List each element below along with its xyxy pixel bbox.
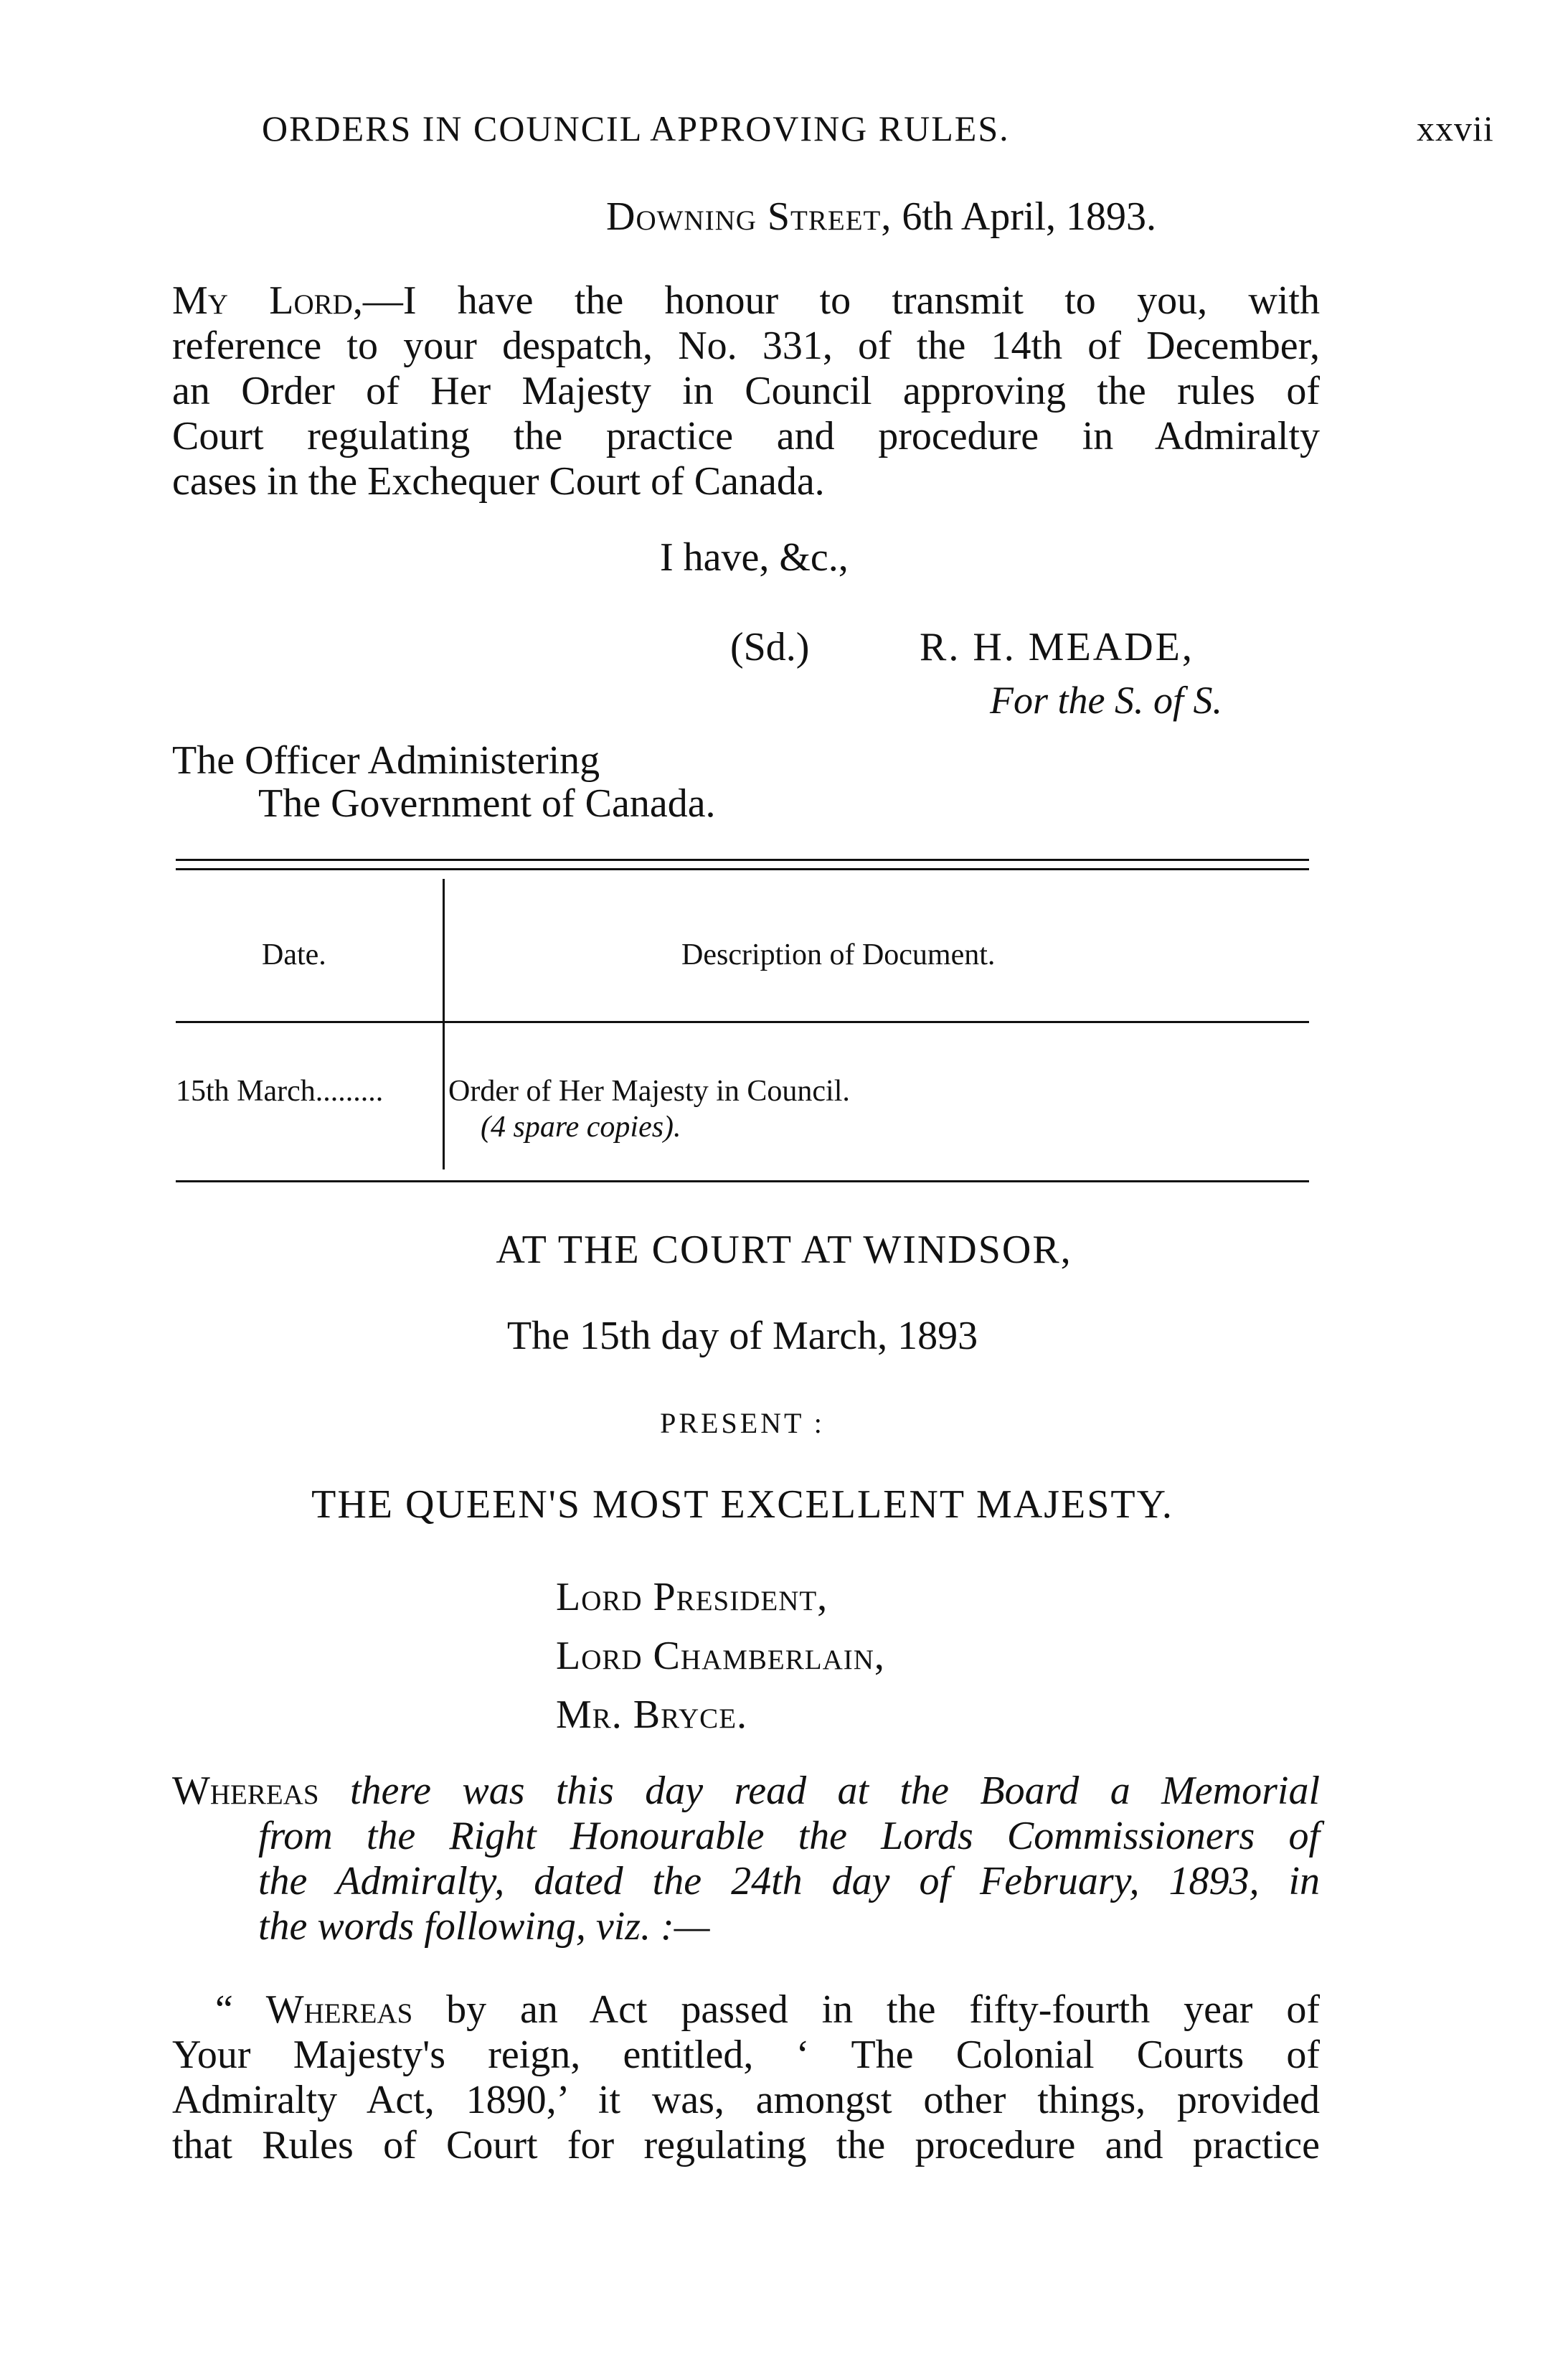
whereas-line-2: from the Right Honourable the Lords Commissioners of bbox=[258, 1814, 1320, 1858]
member-1: Lord President, bbox=[556, 1575, 828, 1619]
letter-line-5: cases in the Exchequer Court of Canada. bbox=[172, 459, 825, 504]
table-bottom-rule bbox=[176, 1180, 1309, 1182]
page-number: xxvii bbox=[1417, 108, 1494, 149]
signer-title: For the S. of S. bbox=[990, 679, 1222, 722]
letter-line-2: reference to your despatch, No. 331, of the 14th of December, bbox=[172, 324, 1320, 368]
memorial-line-3: Admiralty Act, 1890,’ it was, amongst other things, provided bbox=[172, 2078, 1320, 2122]
table-header-description: Description of Document. bbox=[681, 938, 996, 971]
letter-dateline bbox=[606, 194, 1156, 240]
letter-closing: I have, &c., bbox=[660, 535, 849, 580]
table-cell-date: 15th March......... bbox=[176, 1075, 384, 1108]
addressee-line-2: The Government of Canada. bbox=[258, 781, 716, 826]
dateline-date: 6th April, 1893. bbox=[902, 194, 1157, 239]
present-label: PRESENT : bbox=[660, 1407, 825, 1439]
memorial-line-1 bbox=[172, 1987, 1320, 2033]
letter-line-4: Court regulating the practice and procedure in Admiralty bbox=[172, 414, 1320, 458]
letter-body bbox=[172, 278, 1320, 504]
memorial-paragraph bbox=[172, 1987, 1320, 2168]
member-2: Lord Chamberlain, bbox=[556, 1634, 885, 1678]
table-column-divider bbox=[443, 879, 445, 1169]
memorial-line-1-text: by an Act passed in the fifty-fourth year of bbox=[412, 1987, 1320, 2032]
addressee bbox=[172, 739, 716, 825]
letter-line-1-text: —I have the honour to transmit to you, with bbox=[362, 278, 1320, 323]
running-head: ORDERS IN COUNCIL APPROVING RULES. bbox=[262, 108, 1010, 149]
memorial-whereas-word: “ Whereas bbox=[215, 1987, 413, 2032]
court-heading: AT THE COURT AT WINDSOR, bbox=[496, 1228, 1072, 1272]
table-header-date: Date. bbox=[262, 938, 326, 971]
table-header-rule bbox=[176, 1021, 1309, 1023]
salutation: My Lord, bbox=[172, 278, 363, 323]
whereas-line-1-text: there was this day read at the Board a Memorial bbox=[318, 1769, 1320, 1813]
court-date: The 15th day of March, 1893 bbox=[506, 1314, 978, 1358]
council-members bbox=[556, 1568, 885, 1744]
dateline-place: Downing Street, bbox=[606, 194, 892, 239]
whereas-word: Whereas bbox=[172, 1769, 319, 1813]
table-top-rule-1 bbox=[176, 859, 1309, 861]
whereas-paragraph bbox=[172, 1769, 1320, 1949]
member-3: Mr. Bryce. bbox=[556, 1692, 748, 1737]
signed-mark: (Sd.) bbox=[730, 625, 810, 669]
whereas-line-3: the Admiralty, dated the 24th day of February, 1893, in bbox=[258, 1859, 1320, 1903]
whereas-line-1 bbox=[172, 1769, 1320, 1814]
memorial-line-4: that Rules of Court for regulating the procedure and practice bbox=[172, 2123, 1320, 2167]
letter-line-1 bbox=[172, 278, 1320, 324]
addressee-line-1: The Officer Administering bbox=[172, 738, 600, 783]
table-cell-note: (4 spare copies). bbox=[481, 1111, 681, 1144]
signer-name: R. H. MEADE, bbox=[920, 625, 1194, 669]
memorial-line-2: Your Majesty's reign, entitled, ‘ The Colonial Courts of bbox=[172, 2033, 1320, 2077]
whereas-line-4: the words following, viz. :— bbox=[258, 1904, 710, 1949]
table-cell-description: Order of Her Majesty in Council. bbox=[448, 1075, 850, 1108]
sovereign-line: THE QUEEN'S MOST EXCELLENT MAJESTY. bbox=[311, 1482, 1173, 1527]
table-top-rule-2 bbox=[176, 868, 1309, 870]
letter-line-3: an Order of Her Majesty in Council approving the rules of bbox=[172, 369, 1320, 413]
